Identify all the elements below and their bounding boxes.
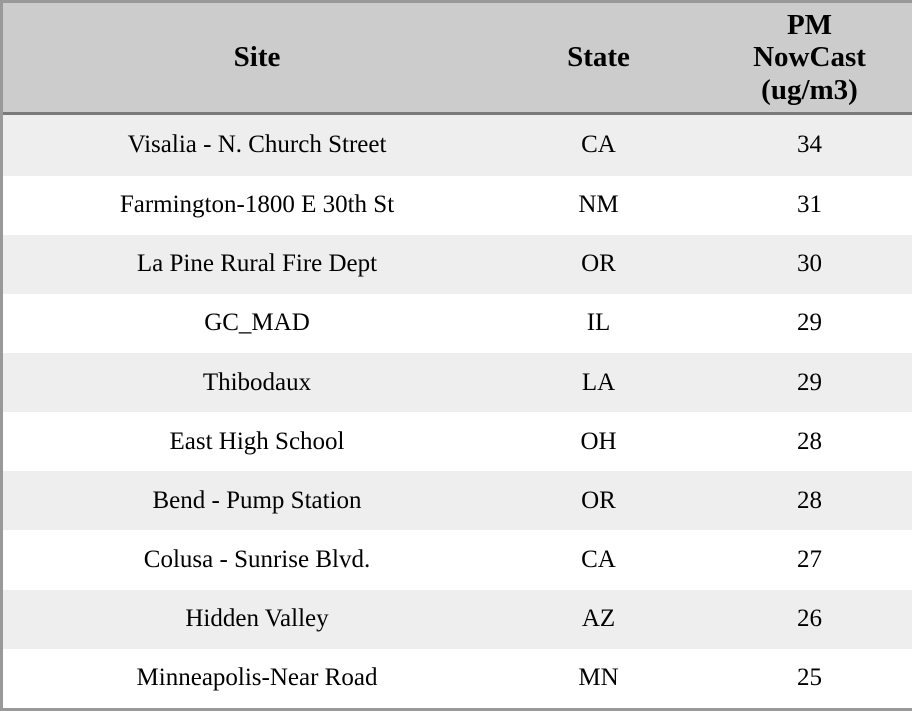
cell-pm-nowcast: 34: [686, 114, 912, 176]
cell-site: Hidden Valley: [3, 590, 511, 649]
cell-site: Visalia - N. Church Street: [3, 114, 511, 176]
table-row: [3, 294, 912, 353]
table-row: [3, 471, 912, 530]
cell-site: La Pine Rural Fire Dept: [3, 235, 511, 294]
column-header-pm-nowcast-line2: NowCast: [753, 41, 866, 74]
table-row: [3, 235, 912, 294]
table-header: [3, 3, 912, 114]
pm-nowcast-table: [3, 3, 912, 708]
cell-pm-nowcast: 29: [686, 294, 912, 353]
cell-site: East High School: [3, 412, 511, 471]
cell-pm-nowcast: 31: [686, 176, 912, 235]
table-header-row: [3, 3, 912, 114]
table-row: [3, 649, 912, 708]
cell-state: IL: [511, 294, 686, 353]
table-row: [3, 530, 912, 589]
cell-state: LA: [511, 353, 686, 412]
table-row: [3, 590, 912, 649]
cell-pm-nowcast: 29: [686, 353, 912, 412]
cell-site: Bend - Pump Station: [3, 471, 511, 530]
cell-state: AZ: [511, 590, 686, 649]
cell-state: OR: [511, 471, 686, 530]
cell-pm-nowcast: 25: [686, 649, 912, 708]
cell-site: Farmington-1800 E 30th St: [3, 176, 511, 235]
column-header-pm-nowcast-line3: (ug/m3): [761, 73, 858, 106]
cell-state: NM: [511, 176, 686, 235]
table-body: [3, 114, 912, 708]
cell-state: OH: [511, 412, 686, 471]
cell-pm-nowcast: 26: [686, 590, 912, 649]
column-header-site: [3, 3, 511, 114]
cell-site: Thibodaux: [3, 353, 511, 412]
cell-site: GC_MAD: [3, 294, 511, 353]
cell-pm-nowcast: 30: [686, 235, 912, 294]
table-row: [3, 176, 912, 235]
cell-site: Minneapolis-Near Road: [3, 649, 511, 708]
table-row: [3, 412, 912, 471]
column-header-site-label: Site: [233, 41, 281, 74]
column-header-pm-nowcast-line1: PM: [786, 9, 833, 41]
cell-pm-nowcast: 27: [686, 530, 912, 589]
table-row: [3, 114, 912, 176]
cell-pm-nowcast: 28: [686, 412, 912, 471]
cell-state: MN: [511, 649, 686, 708]
table-row: [3, 353, 912, 412]
column-header-state: [511, 3, 686, 114]
cell-pm-nowcast: 28: [686, 471, 912, 530]
column-header-state-label: State: [567, 41, 630, 74]
cell-state: CA: [511, 114, 686, 176]
cell-site: Colusa - Sunrise Blvd.: [3, 530, 511, 589]
cell-state: OR: [511, 235, 686, 294]
column-header-pm-nowcast: [686, 3, 912, 114]
cell-state: CA: [511, 530, 686, 589]
